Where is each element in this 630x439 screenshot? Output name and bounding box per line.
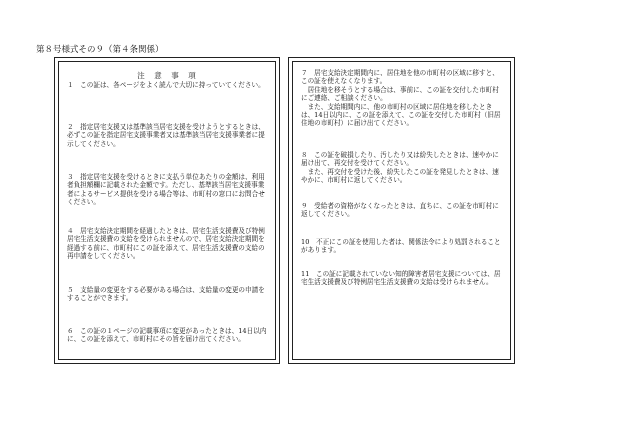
- note-item-6: ６ この証の１ページの記載事項に変更があったときは、14日以内に、この証を添えて、市町村にその旨を届け出てください。: [67, 327, 267, 344]
- notes-panel-left: [54, 57, 280, 364]
- notes-heading: 注 意 事 項: [137, 71, 197, 80]
- note-item-3: ３ 指定居宅支援を受けるときに支払う単位あたりの金額は、利用者負担額欄に記載された金額です。ただし、基準該当居宅支援事業者によるサービス提供を受ける場合等は、市町村の窓口にお問合せください。: [67, 173, 265, 207]
- note-item-5: ５ 支給量の変更をする必要がある場合は、支給量の変更の申請をすることができます。: [67, 286, 265, 303]
- note-item-8: ８ この証を破損したり、汚したり又は紛失したときは、速やかに届け出て、再交付を受けてください。 また、再交付を受けた後、紛失したこの証を発見したときは、速やかに、市町村に返してください。: [301, 151, 499, 185]
- notes-panel-right-inner: [292, 61, 511, 360]
- note-item-10: 10 不正にこの証を使用した者は、関係法令により処罰されることがあります。: [301, 238, 501, 255]
- notes-panel-right: [288, 57, 515, 364]
- notes-panel-left-inner: [58, 61, 276, 360]
- note-item-9: ９ 受給者の資格がなくなったときは、直ちに、この証を市町村に返してください。: [301, 202, 499, 219]
- form-number-label: 第８号様式その９（第４条関係）: [36, 45, 164, 55]
- note-item-11: 11 この証に記載されていない知的障害者居宅支援については、居宅生活支援費及び特例居宅生活支援費の支給は受けられません。: [301, 270, 501, 287]
- note-item-1: １ この証は、各ページをよく読んで大切に持っていてください。: [67, 81, 265, 89]
- note-item-7: ７ 居宅支給決定期間内に、居住地を他の市町村の区域に移すと、この証を使えなくなります。 居住地を移そうとする場合は、事前に、この証を交付した市町村にご連絡、ご相談ください。 また、支給期間内に、他の市町村の区域に居住地を移したときは、14日以内に、この証を添えて、この証を交付した市町村（旧居住地の市町村）に届け出てください。: [301, 69, 501, 128]
- note-item-2: ２ 指定居宅支援又は基準該当居宅支援を受けようとするときは、必ずこの証を指定居宅支援事業者又は基準該当居宅支援事業者に提示してください。: [67, 123, 265, 148]
- note-item-4: ４ 居宅支給決定期間を経過したときは、居宅生活支援費及び特例居宅生活支援費の支給を受けられませんので、居宅支給決定期間を経過する前に、市町村にこの証を添えて、居宅生活支援費の支給の再申請をしてください。: [67, 227, 265, 261]
